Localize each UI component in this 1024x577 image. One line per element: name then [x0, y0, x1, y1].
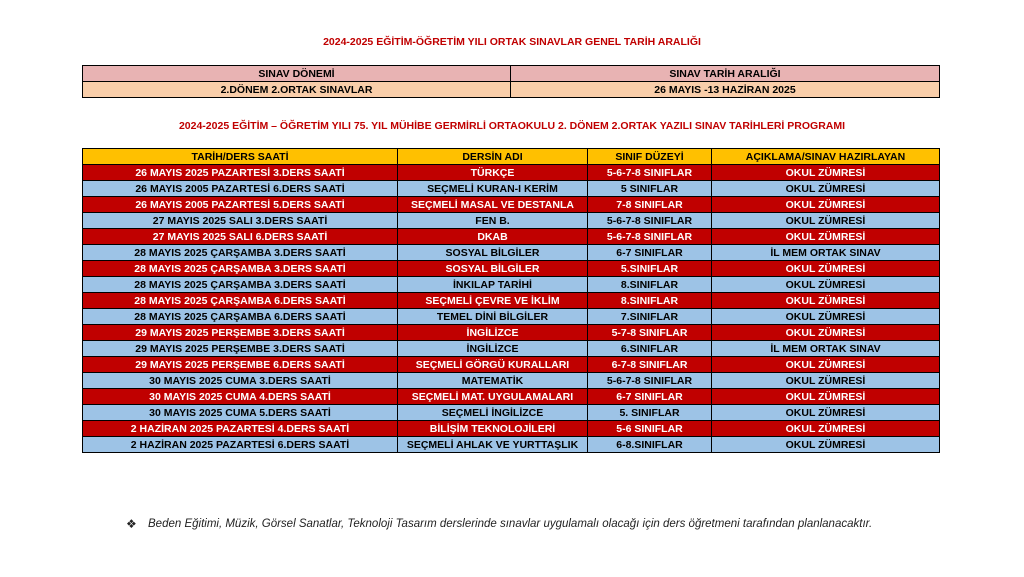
grade-cell: 6-7-8 SINIFLAR [588, 357, 712, 373]
note-cell: OKUL ZÜMRESİ [712, 293, 940, 309]
grade-cell: 7.SINIFLAR [588, 309, 712, 325]
grade-cell: 8.SINIFLAR [588, 277, 712, 293]
table-row [83, 421, 940, 437]
grade-cell: 6-7 SINIFLAR [588, 245, 712, 261]
table-row [83, 373, 940, 389]
exam-period-table [82, 65, 940, 98]
table-row [83, 405, 940, 421]
table-row [83, 261, 940, 277]
course-cell: SEÇMELİ MASAL VE DESTANLA [398, 197, 588, 213]
course-cell: BİLİŞİM TEKNOLOJİLERİ [398, 421, 588, 437]
period-header-cell: SINAV TARİH ARALIĞI [511, 66, 940, 82]
date-cell: 29 MAYIS 2025 PERŞEMBE 3.DERS SAATİ [83, 341, 398, 357]
grade-cell: 5-6-7-8 SINIFLAR [588, 373, 712, 389]
exam-schedule-title: 2024-2025 EĞİTİM – ÖĞRETİM YILI 75. YIL MÜHİBE GERMİRLİ ORTAOKULU 2. DÖNEM 2.ORTAK YAZILI SINAV TARİHLERİ PROGRAMI [178, 120, 846, 132]
note-cell: İL MEM ORTAK SINAV [712, 341, 940, 357]
grade-cell: 6-8.SINIFLAR [588, 437, 712, 453]
date-cell: 28 MAYIS 2025 ÇARŞAMBA 6.DERS SAATİ [83, 293, 398, 309]
grade-cell: 5-6-7-8 SINIFLAR [588, 229, 712, 245]
note-cell: OKUL ZÜMRESİ [712, 357, 940, 373]
date-cell: 28 MAYIS 2025 ÇARŞAMBA 3.DERS SAATİ [83, 277, 398, 293]
note-cell: OKUL ZÜMRESİ [712, 277, 940, 293]
period-header-cell: SINAV DÖNEMİ [83, 66, 511, 82]
table-row [83, 437, 940, 453]
date-cell: 26 MAYIS 2005 PAZARTESİ 6.DERS SAATİ [83, 181, 398, 197]
period-header-row [83, 66, 940, 82]
note-cell: OKUL ZÜMRESİ [712, 437, 940, 453]
table-row [83, 245, 940, 261]
grade-cell: 5-6-7-8 SINIFLAR [588, 165, 712, 181]
table-row [83, 389, 940, 405]
table-row [83, 165, 940, 181]
date-cell: 28 MAYIS 2025 ÇARŞAMBA 3.DERS SAATİ [83, 245, 398, 261]
grade-cell: 5-7-8 SINIFLAR [588, 325, 712, 341]
table-row [83, 293, 940, 309]
exam-header-row [83, 149, 940, 165]
diamond-bullet-icon: ❖ [126, 517, 137, 531]
course-cell: İNKILAP TARİHİ [398, 277, 588, 293]
course-cell: SEÇMELİ KURAN-I KERİM [398, 181, 588, 197]
period-cell: 26 MAYIS -13 HAZİRAN 2025 [511, 82, 940, 98]
date-cell: 2 HAZİRAN 2025 PAZARTESİ 4.DERS SAATİ [83, 421, 398, 437]
column-header-date: TARİH/DERS SAATİ [83, 149, 398, 165]
date-cell: 30 MAYIS 2025 CUMA 3.DERS SAATİ [83, 373, 398, 389]
course-cell: İNGİLİZCE [398, 341, 588, 357]
course-cell: TEMEL DİNİ BİLGİLER [398, 309, 588, 325]
note-cell: OKUL ZÜMRESİ [712, 373, 940, 389]
footnote [126, 514, 926, 535]
column-header-grade: SINIF DÜZEYİ [588, 149, 712, 165]
footnote-text: Beden Eğitimi, Müzik, Görsel Sanatlar, Teknoloji Tasarım derslerinde sınavlar uygulamalı olacağı için ders öğretmeni tarafından planlanacaktır. [148, 518, 873, 530]
general-dates-title: 2024-2025 EĞİTİM-ÖĞRETİM YILI ORTAK SINAVLAR GENEL TARİH ARALIĞI [323, 36, 701, 48]
table-row [83, 357, 940, 373]
note-cell: OKUL ZÜMRESİ [712, 325, 940, 341]
date-cell: 2 HAZİRAN 2025 PAZARTESİ 6.DERS SAATİ [83, 437, 398, 453]
note-cell: OKUL ZÜMRESİ [712, 421, 940, 437]
table-row [83, 229, 940, 245]
course-cell: SEÇMELİ GÖRGÜ KURALLARI [398, 357, 588, 373]
grade-cell: 5-6-7-8 SINIFLAR [588, 213, 712, 229]
course-cell: SEÇMELİ ÇEVRE VE İKLİM [398, 293, 588, 309]
course-cell: İNGİLİZCE [398, 325, 588, 341]
note-cell: OKUL ZÜMRESİ [712, 389, 940, 405]
course-cell: SEÇMELİ İNGİLİZCE [398, 405, 588, 421]
course-cell: SEÇMELİ AHLAK VE YURTTAŞLIK [398, 437, 588, 453]
course-cell: DKAB [398, 229, 588, 245]
exam-schedule-table [82, 148, 940, 453]
date-cell: 28 MAYIS 2025 ÇARŞAMBA 6.DERS SAATİ [83, 309, 398, 325]
grade-cell: 5-6 SINIFLAR [588, 421, 712, 437]
table-row [83, 197, 940, 213]
note-cell: OKUL ZÜMRESİ [712, 165, 940, 181]
grade-cell: 8.SINIFLAR [588, 293, 712, 309]
table-row [83, 213, 940, 229]
grade-cell: 5 SINIFLAR [588, 181, 712, 197]
date-cell: 29 MAYIS 2025 PERŞEMBE 3.DERS SAATİ [83, 325, 398, 341]
table-row [83, 309, 940, 325]
note-cell: OKUL ZÜMRESİ [712, 197, 940, 213]
course-cell: SEÇMELİ MAT. UYGULAMALARI [398, 389, 588, 405]
course-cell: FEN B. [398, 213, 588, 229]
note-cell: OKUL ZÜMRESİ [712, 261, 940, 277]
note-cell: OKUL ZÜMRESİ [712, 309, 940, 325]
date-cell: 26 MAYIS 2005 PAZARTESİ 5.DERS SAATİ [83, 197, 398, 213]
date-cell: 27 MAYIS 2025 SALI 3.DERS SAATİ [83, 213, 398, 229]
course-cell: MATEMATİK [398, 373, 588, 389]
table-row [83, 325, 940, 341]
grade-cell: 5. SINIFLAR [588, 405, 712, 421]
column-header-note: AÇIKLAMA/SINAV HAZIRLAYAN [712, 149, 940, 165]
date-cell: 28 MAYIS 2025 ÇARŞAMBA 3.DERS SAATİ [83, 261, 398, 277]
note-cell: İL MEM ORTAK SINAV [712, 245, 940, 261]
table-row [83, 181, 940, 197]
grade-cell: 7-8 SINIFLAR [588, 197, 712, 213]
course-cell: TÜRKÇE [398, 165, 588, 181]
course-cell: SOSYAL BİLGİLER [398, 245, 588, 261]
note-cell: OKUL ZÜMRESİ [712, 213, 940, 229]
date-cell: 30 MAYIS 2025 CUMA 5.DERS SAATİ [83, 405, 398, 421]
note-cell: OKUL ZÜMRESİ [712, 405, 940, 421]
table-row [83, 341, 940, 357]
note-cell: OKUL ZÜMRESİ [712, 229, 940, 245]
column-header-course: DERSİN ADI [398, 149, 588, 165]
date-cell: 27 MAYIS 2025 SALI 6.DERS SAATİ [83, 229, 398, 245]
period-cell: 2.DÖNEM 2.ORTAK SINAVLAR [83, 82, 511, 98]
period-row [83, 82, 940, 98]
grade-cell: 6.SINIFLAR [588, 341, 712, 357]
course-cell: SOSYAL BİLGİLER [398, 261, 588, 277]
date-cell: 26 MAYIS 2025 PAZARTESİ 3.DERS SAATİ [83, 165, 398, 181]
grade-cell: 6-7 SINIFLAR [588, 389, 712, 405]
date-cell: 30 MAYIS 2025 CUMA 4.DERS SAATİ [83, 389, 398, 405]
date-cell: 29 MAYIS 2025 PERŞEMBE 6.DERS SAATİ [83, 357, 398, 373]
grade-cell: 5.SINIFLAR [588, 261, 712, 277]
exam-table-body [83, 165, 940, 453]
note-cell: OKUL ZÜMRESİ [712, 181, 940, 197]
table-row [83, 277, 940, 293]
